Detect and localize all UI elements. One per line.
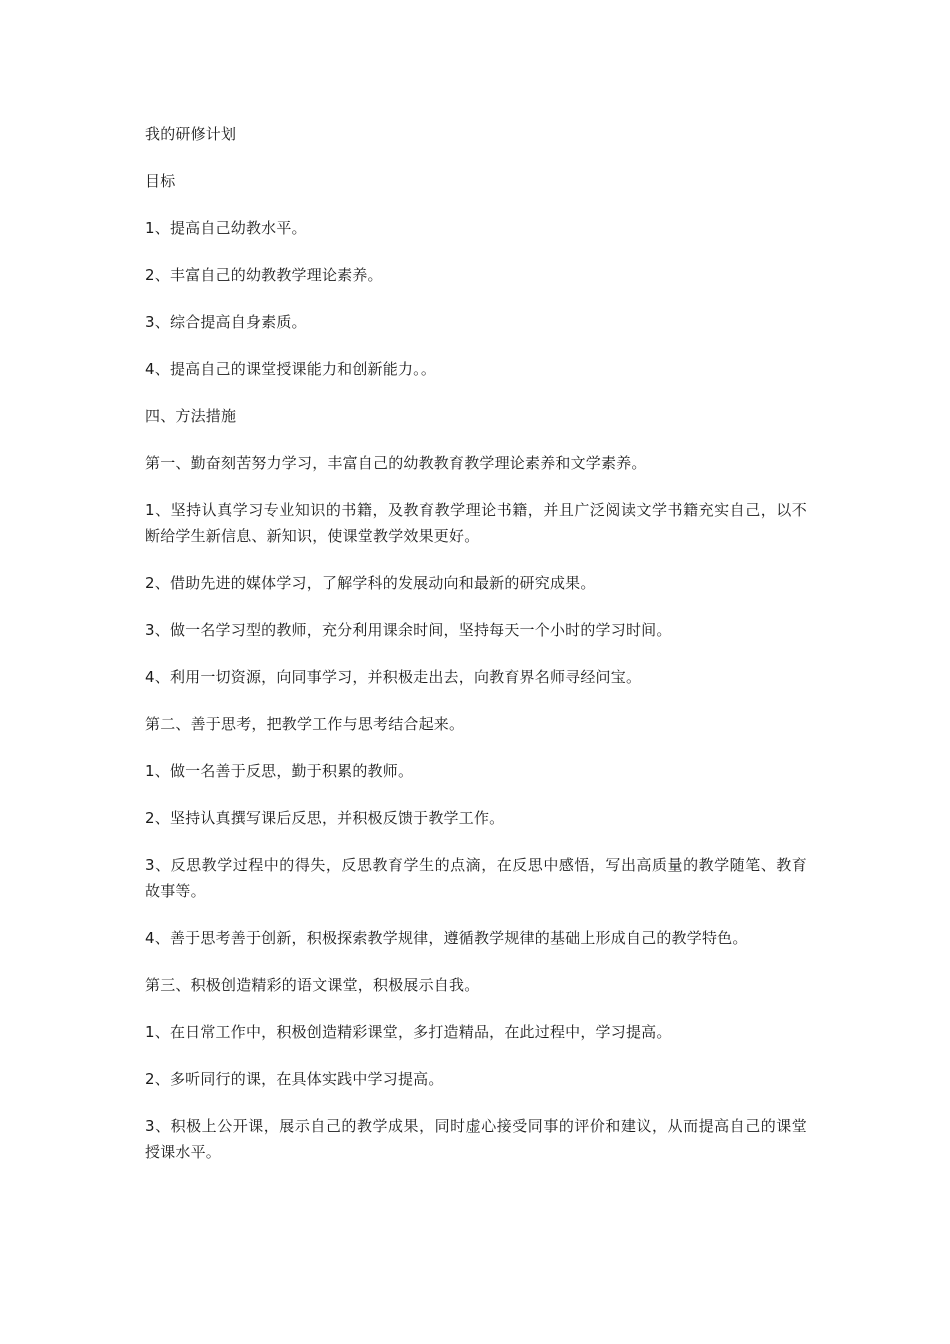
paragraph-goal-heading: 目标 [145, 172, 176, 190]
paragraph-section-1-item-2: 2、借助先进的媒体学习，了解学科的发展动向和最新的研究成果。 [145, 574, 596, 592]
paragraph-section-2-item-1: 1、做一名善于反思，勤于积累的教师。 [145, 762, 414, 780]
paragraph-section-3-item-1: 1、在日常工作中，积极创造精彩课堂，多打造精品，在此过程中，学习提高。 [145, 1023, 672, 1041]
paragraph-section-3-item-3: 3、积极上公开课，展示自己的教学成果，同时虚心接受同事的评价和建议，从而提高自己的课堂授课水平。 [145, 1117, 807, 1161]
paragraph-methods-heading: 四、方法措施 [145, 407, 237, 425]
paragraph-goal-3: 3、综合提高自身素质。 [145, 313, 307, 331]
paragraph-section-1-item-4: 4、利用一切资源，向同事学习，并积极走出去，向教育界名师寻经问宝。 [145, 668, 642, 686]
document-body [145, 121, 807, 1186]
paragraph-section-3-item-2: 2、多听同行的课，在具体实践中学习提高。 [145, 1070, 444, 1088]
paragraph-goal-2: 2、丰富自己的幼教教学理论素养。 [145, 266, 383, 284]
paragraph-goal-4: 4、提高自己的课堂授课能力和创新能力。。 [145, 360, 437, 378]
paragraph-section-2-heading: 第二、善于思考，把教学工作与思考结合起来。 [145, 715, 465, 733]
paragraph-section-2-item-3: 3、反思教学过程中的得失，反思教育学生的点滴，在反思中感悟，写出高质量的教学随笔、教育故事等。 [145, 856, 807, 900]
paragraph-section-1-item-1: 1、坚持认真学习专业知识的书籍，及教育教学理论书籍，并且广泛阅读文学书籍充实自己，以不断给学生新信息、新知识，使课堂教学效果更好。 [145, 501, 807, 545]
paragraph-section-3-heading: 第三、积极创造精彩的语文课堂，积极展示自我。 [145, 976, 480, 994]
paragraph-section-1-item-3: 3、做一名学习型的教师，充分利用课余时间，坚持每天一个小时的学习时间。 [145, 621, 672, 639]
paragraph-section-1-heading: 第一、勤奋刻苦努力学习，丰富自己的幼教教育教学理论素养和文学素养。 [145, 454, 647, 472]
paragraph-section-2-item-4: 4、善于思考善于创新，积极探索教学规律，遵循教学规律的基础上形成自己的教学特色。 [145, 929, 748, 947]
paragraph-goal-1: 1、提高自己幼教水平。 [145, 219, 307, 237]
document-title: 我的研修计划 [145, 125, 237, 143]
paragraph-section-2-item-2: 2、坚持认真撰写课后反思，并积极反馈于教学工作。 [145, 809, 505, 827]
